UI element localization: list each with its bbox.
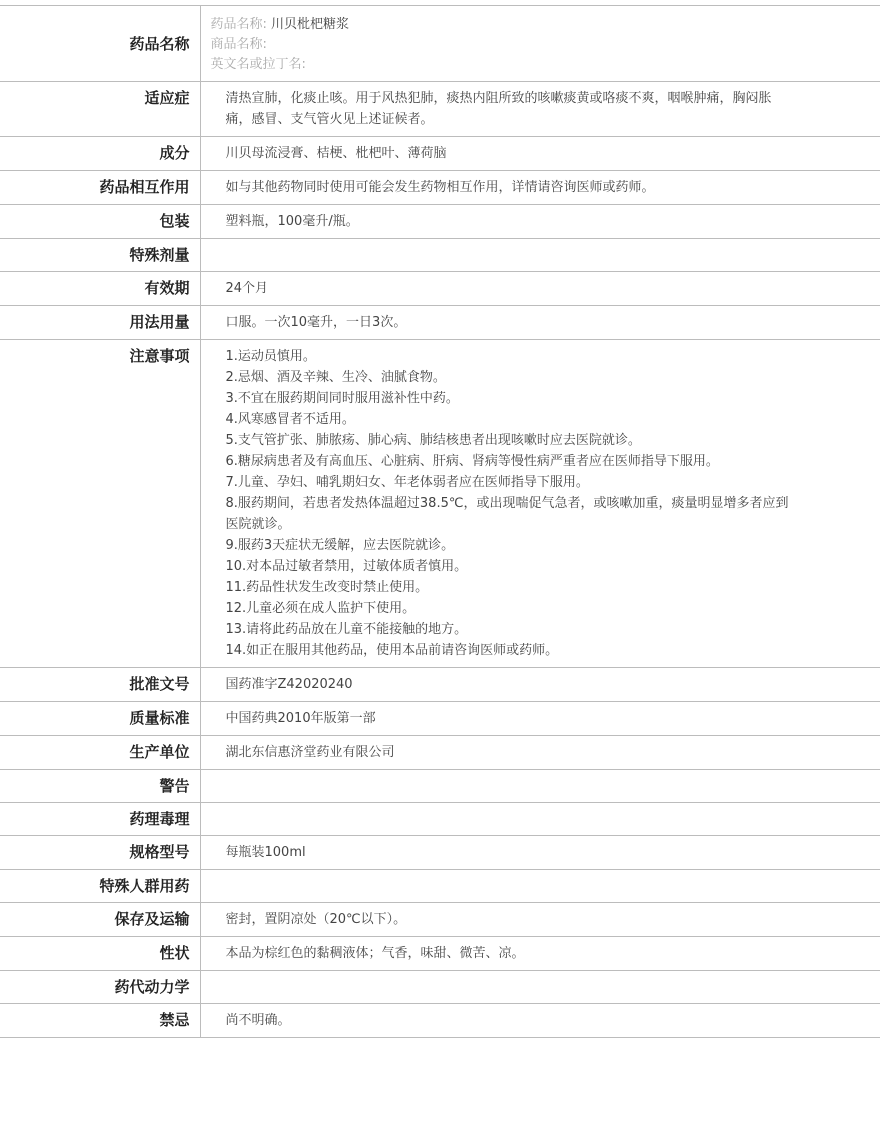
row-storage bbox=[0, 903, 880, 937]
value-pharmacology bbox=[226, 803, 880, 835]
value-storage: 密封，置阴凉处（20℃以下）。 bbox=[225, 912, 407, 927]
value-warning bbox=[226, 770, 880, 802]
label-appearance: 性状 bbox=[0, 937, 200, 971]
label-manufacturer: 生产单位 bbox=[0, 736, 200, 770]
list-item: 6.糖尿病患者及有高血压、心脏病、肝病、肾病等慢性病严重者应在医师指导下服用。 bbox=[225, 454, 719, 469]
value-special-dosage bbox=[226, 239, 880, 271]
row-warning bbox=[0, 770, 880, 803]
list-item: 9.服药3天症状无缓解，应去医院就诊。 bbox=[225, 538, 455, 553]
list-item: 7.儿童、孕妇、哺乳期妇女、年老体弱者应在医师指导下服用。 bbox=[225, 475, 589, 490]
label-contraindications: 禁忌 bbox=[0, 1004, 200, 1038]
row-precautions bbox=[0, 340, 880, 668]
value-standard: 中国药典2010年版第一部 bbox=[225, 711, 376, 726]
value-appearance: 本品为棕红色的黏稠液体；气香，味甜、微苦、凉。 bbox=[225, 946, 525, 961]
value-validity: 24个月 bbox=[225, 281, 269, 296]
value-spec: 每瓶装100ml bbox=[225, 845, 306, 860]
list-item: 13.请将此药品放在儿童不能接触的地方。 bbox=[225, 622, 468, 637]
row-validity bbox=[0, 272, 880, 306]
list-item: 4.风寒感冒者不适用。 bbox=[225, 412, 355, 427]
list-item: 3.不宜在服药期间同时服用滋补性中药。 bbox=[225, 391, 459, 406]
label-pharmacokinetics: 药代动力学 bbox=[0, 971, 200, 1004]
row-approval bbox=[0, 668, 880, 702]
value-special-population bbox=[226, 870, 880, 902]
list-item: 14.如正在服用其他药品，使用本品前请咨询医师或药师。 bbox=[225, 643, 559, 658]
row-pharmacology bbox=[0, 803, 880, 836]
value-manufacturer: 湖北东信惠济堂药业有限公司 bbox=[225, 745, 395, 760]
drug-spec-table bbox=[0, 5, 880, 1038]
label-warning: 警告 bbox=[0, 770, 200, 803]
list-item: 2.忌烟、酒及辛辣、生冷、油腻食物。 bbox=[225, 370, 446, 385]
row-ingredients bbox=[0, 137, 880, 171]
list-item: 10.对本品过敏者禁用，过敏体质者慎用。 bbox=[225, 559, 468, 574]
list-item: 11.药品性状发生改变时禁止使用。 bbox=[225, 580, 429, 595]
list-item: 12.儿童必须在成人监护下使用。 bbox=[225, 601, 416, 616]
label-storage: 保存及运输 bbox=[0, 903, 200, 937]
value-interactions: 如与其他药物同时使用可能会发生药物相互作用，详情请咨询医师或药师。 bbox=[225, 180, 655, 195]
row-contraindications bbox=[0, 1004, 880, 1038]
label-special-dosage: 特殊剂量 bbox=[0, 239, 200, 272]
row-spec bbox=[0, 836, 880, 870]
row-special-dosage bbox=[0, 239, 880, 272]
label-drug-name: 药品名称 bbox=[0, 6, 200, 82]
names-cell bbox=[200, 6, 880, 82]
value-indications: 清热宣肺，化痰止咳。用于风热犯肺，痰热内阻所致的咳嗽痰黄或咯痰不爽，咽喉肿痛，胸闷胀痛，感冒、支气管火见上述证候者。 bbox=[225, 91, 772, 127]
label-spec: 规格型号 bbox=[0, 836, 200, 870]
value-usage: 口服。一次10毫升，一日3次。 bbox=[225, 315, 407, 330]
list-item: 8.服药期间，若患者发热体温超过38.5℃，或出现喘促气急者，或咳嗽加重，痰量明显增多者应到医院就诊。 bbox=[225, 496, 789, 532]
label-standard: 质量标准 bbox=[0, 702, 200, 736]
label-indications: 适应症 bbox=[0, 82, 200, 137]
label-packaging: 包装 bbox=[0, 205, 200, 239]
label-ingredients: 成分 bbox=[0, 137, 200, 171]
list-item: 5.支气管扩张、肺脓疡、肺心病、肺结核患者出现咳嗽时应去医院就诊。 bbox=[225, 433, 641, 448]
row-usage bbox=[0, 306, 880, 340]
value-packaging: 塑料瓶，100毫升/瓶。 bbox=[225, 214, 359, 229]
label-approval: 批准文号 bbox=[0, 668, 200, 702]
english-name: 英文名或拉丁名: bbox=[210, 57, 306, 72]
label-pharmacology: 药理毒理 bbox=[0, 803, 200, 836]
value-pharmacokinetics bbox=[226, 971, 880, 1003]
label-special-population: 特殊人群用药 bbox=[0, 870, 200, 903]
generic-name: 药品名称: 川贝枇杷糖浆 bbox=[210, 17, 350, 32]
row-packaging bbox=[0, 205, 880, 239]
row-manufacturer bbox=[0, 736, 880, 770]
label-validity: 有效期 bbox=[0, 272, 200, 306]
label-precautions: 注意事项 bbox=[0, 340, 200, 668]
value-contraindications: 尚不明确。 bbox=[225, 1013, 291, 1028]
precautions-list bbox=[226, 340, 880, 667]
row-standard bbox=[0, 702, 880, 736]
row-appearance bbox=[0, 937, 880, 971]
row-special-population bbox=[0, 870, 880, 903]
label-usage: 用法用量 bbox=[0, 306, 200, 340]
trade-name: 商品名称: bbox=[210, 37, 267, 52]
row-indications bbox=[0, 82, 880, 137]
row-interactions bbox=[0, 171, 880, 205]
row-drug-name bbox=[0, 6, 880, 82]
value-ingredients: 川贝母流浸膏、桔梗、枇杷叶、薄荷脑 bbox=[225, 146, 447, 161]
label-interactions: 药品相互作用 bbox=[0, 171, 200, 205]
value-approval: 国药准字Z42020240 bbox=[225, 677, 353, 692]
row-pharmacokinetics bbox=[0, 971, 880, 1004]
list-item: 1.运动员慎用。 bbox=[225, 349, 316, 364]
